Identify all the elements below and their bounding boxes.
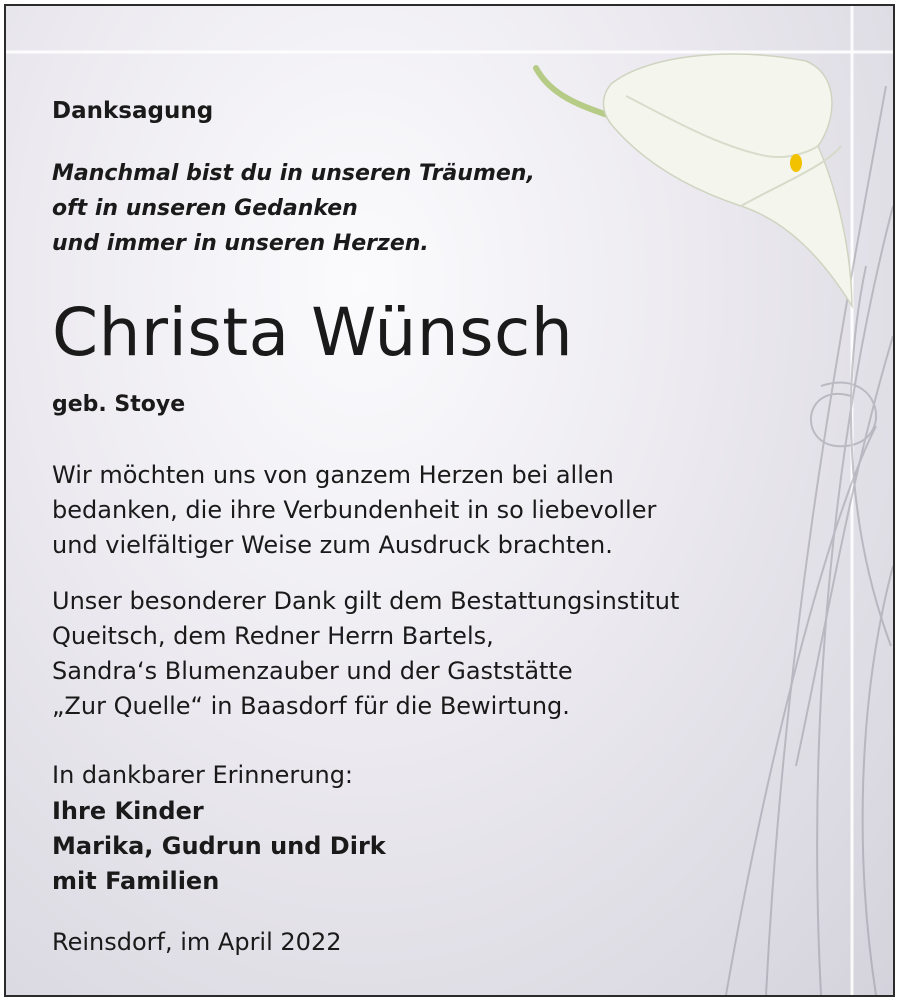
obituary-card	[4, 4, 895, 997]
paragraph-line: „Zur Quelle“ in Baasdorf für die Bewirtung.	[52, 692, 570, 720]
heading: Danksagung	[52, 98, 214, 124]
thanks-paragraph	[52, 458, 656, 563]
paragraph-line: Sandra‘s Blumenzauber und der Gaststätte	[52, 657, 573, 685]
motto-line: oft in unseren Gedanken	[52, 196, 358, 221]
lily-flower-icon	[604, 54, 853, 306]
signature-block	[52, 794, 386, 899]
motto	[52, 156, 535, 261]
paragraph-line: Unser besonderer Dank gilt dem Bestattungsinstitut	[52, 587, 680, 615]
paragraph-line: Queitsch, dem Redner Herrn Bartels,	[52, 622, 494, 650]
place-date: Reinsdorf, im April 2022	[52, 928, 342, 956]
signature-line: Marika, Gudrun und Dirk	[52, 832, 386, 860]
remembrance-line: In dankbarer Erinnerung:	[52, 761, 354, 789]
paragraph-line: Wir möchten uns von ganzem Herzen bei allen	[52, 461, 614, 489]
deceased-name: Christa Wünsch	[52, 294, 574, 371]
special-thanks-paragraph	[52, 584, 679, 724]
signature-line: mit Familien	[52, 867, 220, 895]
signature-line: Ihre Kinder	[52, 797, 204, 825]
motto-line: Manchmal bist du in unseren Träumen,	[52, 161, 535, 186]
motto-line: und immer in unseren Herzen.	[52, 231, 429, 256]
birth-name: geb. Stoye	[52, 392, 186, 417]
paragraph-line: und vielfältiger Weise zum Ausdruck brachten.	[52, 531, 613, 559]
paragraph-line: bedanken, die ihre Verbundenheit in so liebevoller	[52, 496, 657, 524]
